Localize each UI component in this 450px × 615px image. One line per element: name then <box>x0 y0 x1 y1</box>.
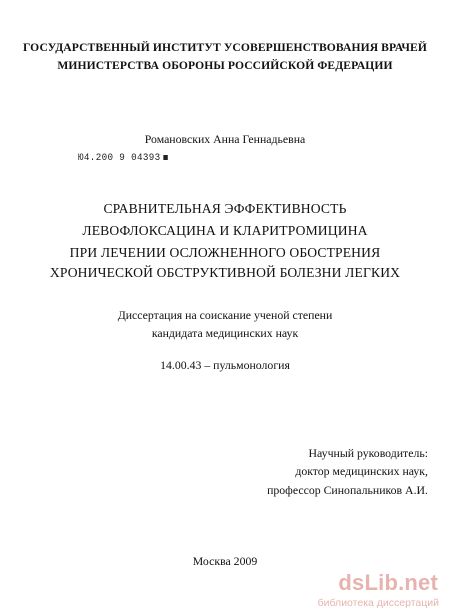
degree-line-2: кандидата медицинских наук <box>151 326 299 340</box>
supervisor-label: Научный руководитель: <box>308 446 428 460</box>
title-line-3: ПРИ ЛЕЧЕНИИ ОСЛОЖНЕННОГО ОБОСТРЕНИЯ <box>69 245 381 260</box>
library-stamp-number <box>78 152 168 164</box>
stamp-mark-icon <box>163 155 167 160</box>
supervisor-name: профессор Синопальников А.И. <box>267 483 428 497</box>
author-name: Романовских Анна Геннадьевна <box>144 132 306 146</box>
title-line-4: ХРОНИЧЕСКОЙ ОБСТРУКТИВНОЙ БОЛЕЗНИ ЛЕГКИХ <box>49 265 401 280</box>
institution-line-1: ГОСУДАРСТВЕННЫЙ ИНСТИТУТ УСОВЕРШЕНСТВОВАНИЯ ВРАЧЕЙ <box>23 41 427 54</box>
watermark-main-text: dsLib.net <box>338 570 438 595</box>
watermark-logo <box>317 570 442 612</box>
institution-line-2: МИНИСТЕРСТВА ОБОРОНЫ РОССИЙСКОЙ ФЕДЕРАЦИИ <box>57 59 393 72</box>
title-line-1: СРАВНИТЕЛЬНАЯ ЭФФЕКТИВНОСТЬ <box>103 201 347 216</box>
supervisor-degree: доктор медицинских наук, <box>295 464 428 478</box>
title-line-2: ЛЕВОФЛОКСАЦИНА И КЛАРИТРОМИЦИНА <box>82 223 368 238</box>
watermark-sub-text: библиотека диссертаций <box>317 597 439 609</box>
specialty: 14.00.43 – пульмонология <box>160 358 290 372</box>
city-year: Москва 2009 <box>192 554 258 568</box>
degree-line-1: Диссертация на соискание ученой степени <box>117 308 333 322</box>
stamp-number-text: Ю4.200 9 04393 <box>78 152 161 164</box>
